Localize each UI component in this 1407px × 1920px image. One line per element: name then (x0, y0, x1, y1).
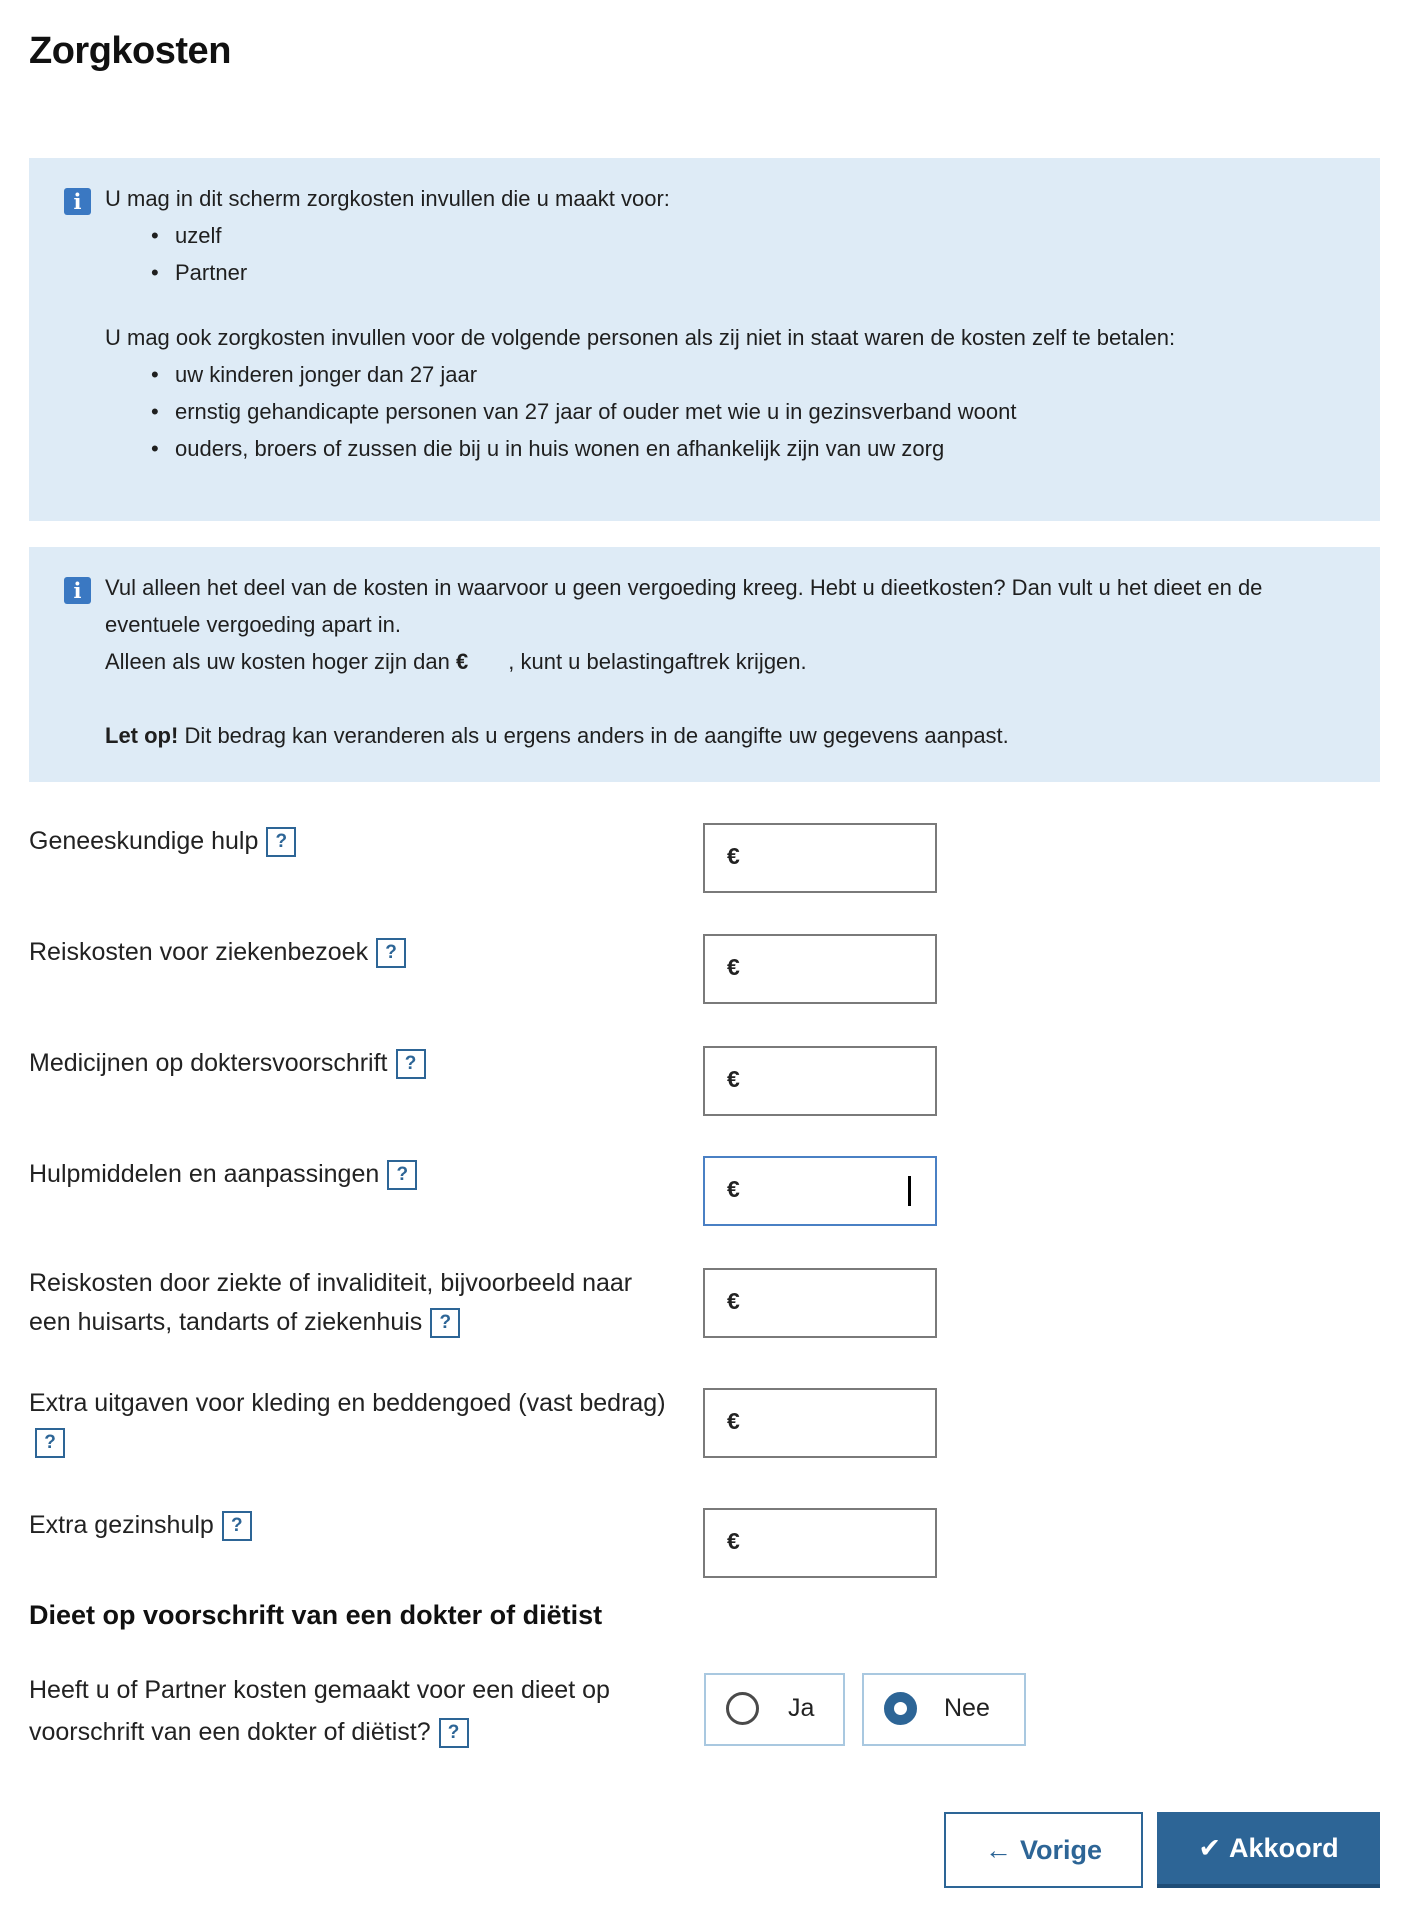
radio-label-ja: Ja (788, 1694, 815, 1722)
radio-option-ja[interactable] (704, 1673, 845, 1746)
euro-icon: € (727, 1176, 740, 1202)
persons-list (105, 217, 1175, 291)
field-label-geneeskundige-hulp (29, 822, 679, 861)
field-label-medicijnen (29, 1044, 679, 1083)
info-intro: U mag in dit scherm zorgkosten invullen die u maakt voor: (105, 186, 670, 211)
label-text: Reiskosten door ziekte of invaliditeit, bijvoorbeeld naar een huisarts, tandarts of ziekenhuis (29, 1269, 633, 1336)
list-item: • uw kinderen jonger dan 27 jaar (175, 356, 1175, 393)
amount-input-reiskosten-ziekte[interactable] (703, 1268, 937, 1338)
help-icon[interactable]: ? (387, 1160, 417, 1190)
info-box-eligible-persons (29, 158, 1380, 521)
diet-section-heading: Dieet op voorschrift van een dokter of diëtist (29, 1600, 603, 1630)
info-extra-intro: U mag ook zorgkosten invullen voor de volgende personen als zij niet in staat waren de kosten zelf te betalen: (105, 325, 1176, 350)
info-box-1-text (105, 180, 1175, 467)
euro-icon: € (727, 954, 740, 980)
field-label-reiskosten-ziekte (29, 1264, 679, 1342)
help-icon[interactable]: ? (266, 827, 296, 857)
list-item: • uzelf (175, 217, 1175, 254)
field-label-hulpmiddelen (29, 1155, 679, 1194)
help-icon[interactable]: ? (439, 1718, 469, 1748)
accept-button[interactable] (1157, 1812, 1380, 1888)
info-box-2-text (105, 569, 1345, 754)
threshold-suffix: , kunt u belastingaftrek krijgen. (508, 649, 807, 674)
info-reimbursement-text: Vul alleen het deel van de kosten in waarvoor u geen vergoeding kreeg. Hebt u dieetkosten? Dan vult u het dieet en de eventuele vergoeding apart in. (105, 575, 1263, 637)
euro-icon: € (727, 1528, 740, 1554)
radio-option-nee[interactable] (862, 1673, 1026, 1746)
info-box-threshold (29, 547, 1380, 782)
help-icon[interactable]: ? (35, 1428, 65, 1458)
label-text: Reiskosten voor ziekenbezoek (29, 938, 369, 966)
info-icon: i (64, 577, 91, 604)
label-text: Medicijnen op doktersvoorschrift (29, 1049, 388, 1077)
threshold-prefix: Alleen als uw kosten hoger zijn dan (105, 649, 456, 674)
field-label-kleding-beddengoed (29, 1384, 689, 1462)
previous-button-label: Vorige (1019, 1835, 1102, 1865)
list-item: • ouders, broers of zussen die bij u in huis wonen en afhankelijk zijn van uw zorg (175, 430, 1175, 467)
text-cursor (908, 1176, 911, 1206)
amount-input-reiskosten-ziekenbezoek[interactable] (703, 934, 937, 1004)
warning-bold: Let op! (105, 723, 179, 748)
field-label-gezinshulp (29, 1506, 679, 1545)
help-icon[interactable]: ? (430, 1308, 460, 1338)
help-icon[interactable]: ? (222, 1511, 252, 1541)
threshold-currency: € (456, 649, 469, 674)
previous-button[interactable] (944, 1812, 1143, 1888)
radio-checked-icon[interactable] (884, 1692, 917, 1725)
label-text: Geneeskundige hulp (29, 827, 259, 855)
label-text: Heeft u of Partner kosten gemaakt voor een dieet op voorschrift van een dokter of diëtist? (29, 1676, 610, 1746)
euro-icon: € (727, 843, 740, 869)
info-icon: i (64, 188, 91, 215)
euro-icon: € (727, 1408, 740, 1434)
euro-icon: € (727, 1288, 740, 1314)
radio-unchecked-icon[interactable] (726, 1692, 759, 1725)
extra-persons-list (105, 356, 1175, 467)
help-icon[interactable]: ? (396, 1049, 426, 1079)
list-item: • Partner (175, 254, 1175, 291)
accept-button-label: Akkoord (1229, 1833, 1339, 1863)
euro-icon: € (727, 1066, 740, 1092)
warning-text: Dit bedrag kan veranderen als u ergens anders in de aangifte uw gegevens aanpast. (178, 723, 1009, 748)
diet-question (29, 1669, 649, 1753)
label-text: Extra uitgaven voor kleding en beddengoed (vast bedrag) (29, 1389, 666, 1417)
help-icon[interactable]: ? (376, 938, 406, 968)
amount-input-hulpmiddelen[interactable] (703, 1156, 937, 1226)
label-text: Hulpmiddelen en aanpassingen (29, 1160, 380, 1188)
radio-label-nee: Nee (944, 1694, 990, 1722)
field-label-reiskosten-ziekenbezoek (29, 933, 679, 972)
label-text: Extra gezinshulp (29, 1511, 214, 1539)
arrow-left-icon: ← (984, 1835, 1012, 1865)
amount-input-kleding-beddengoed[interactable] (703, 1388, 937, 1458)
amount-input-medicijnen[interactable] (703, 1046, 937, 1116)
checkmark-icon: ✔ (1198, 1833, 1222, 1863)
amount-input-geneeskundige-hulp[interactable] (703, 823, 937, 893)
amount-input-gezinshulp[interactable] (703, 1508, 937, 1578)
list-item: • ernstig gehandicapte personen van 27 jaar of ouder met wie u in gezinsverband woont (175, 393, 1175, 430)
page-title: Zorgkosten (29, 30, 231, 72)
info-warning (105, 717, 1345, 754)
info-threshold-text (105, 643, 1345, 680)
